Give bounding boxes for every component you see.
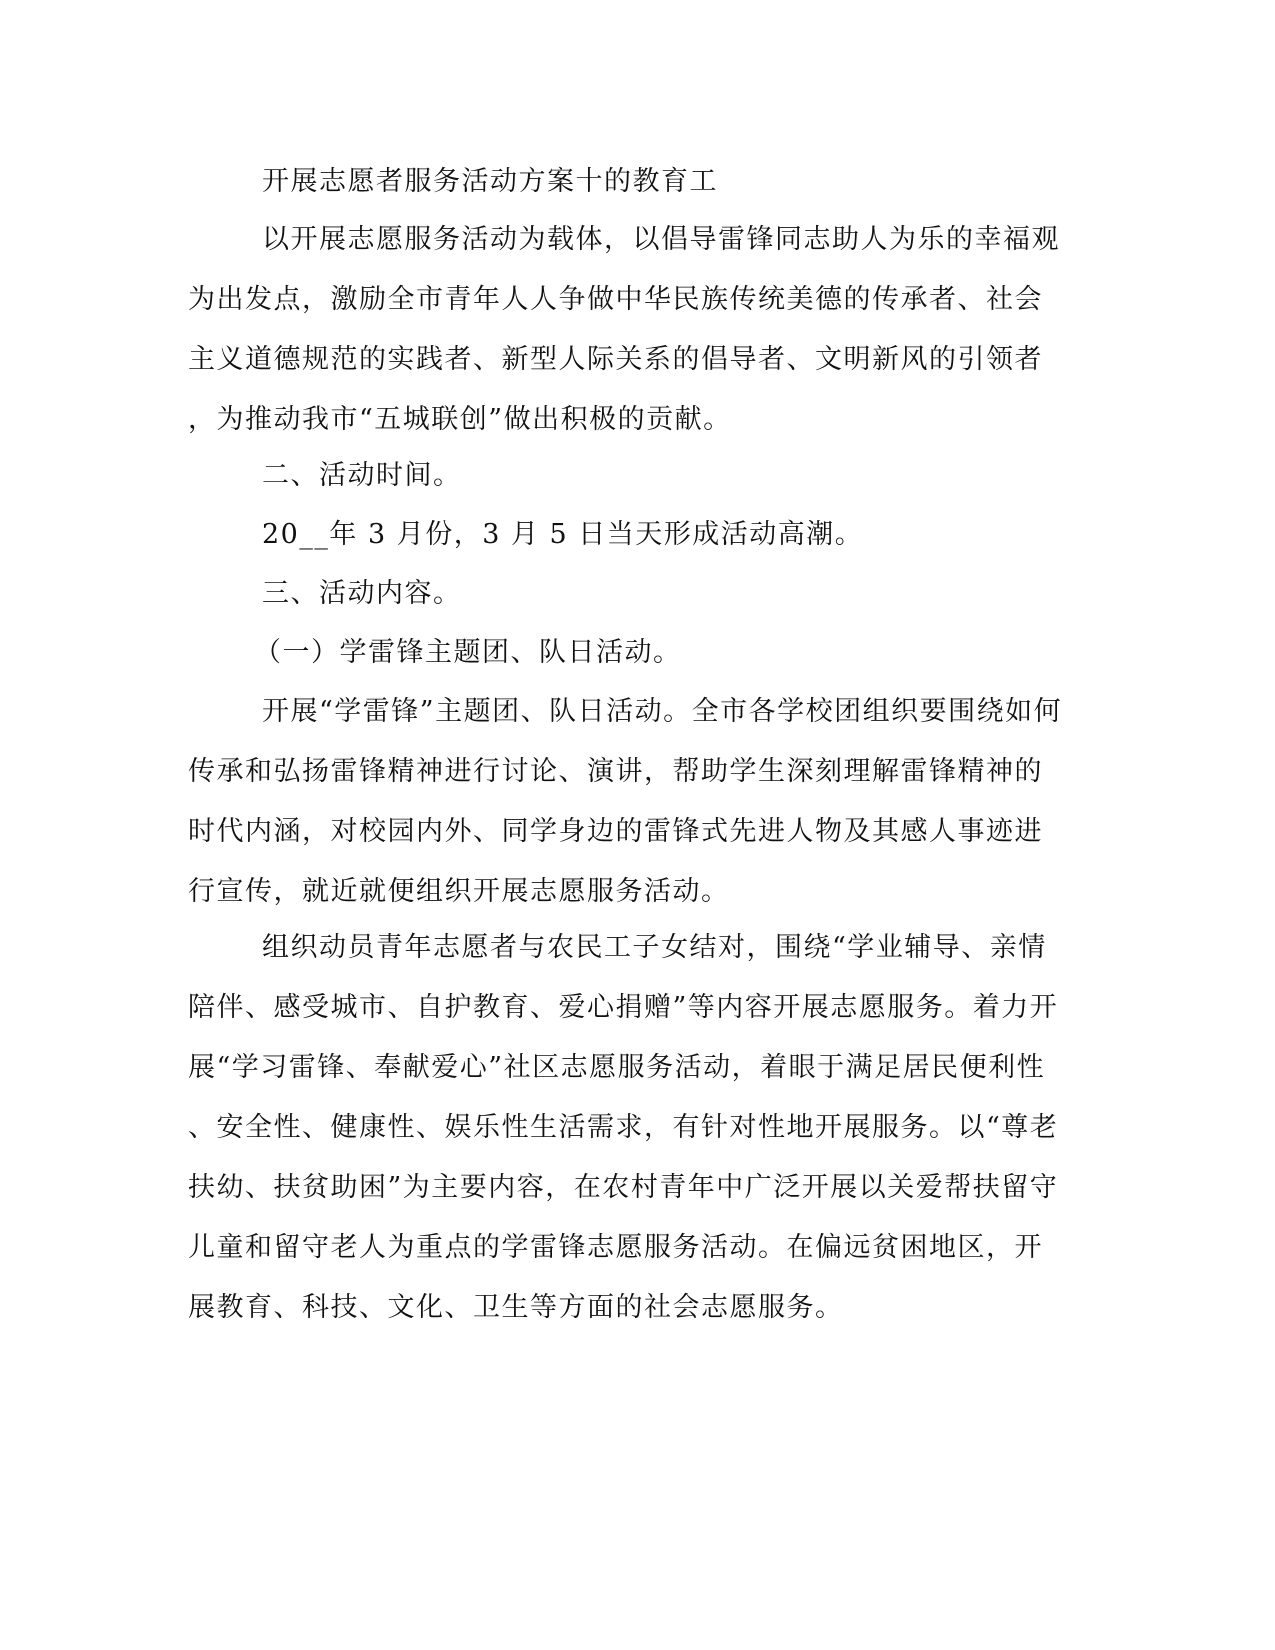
intro-line: ，为推动我市“五城联创”做出积极的贡献。 — [188, 404, 732, 435]
sub1-body-line: 行宣传，就近就便组织开展志愿服务活动。 — [188, 876, 730, 907]
volunteer-line: 陪伴、感受城市、自护教育、爱心捐赠”等内容开展志愿服务。着力开 — [188, 992, 1059, 1023]
section2-heading-paragraph — [188, 446, 1068, 506]
volunteer-line: 展“学习雷锋、奉献爱心”社区志愿服务活动，着眼于满足居民便利性 — [188, 1052, 1046, 1083]
intro-line: 主义道德规范的实践者、新型人际关系的倡导者、文明新风的引领者 — [188, 344, 1043, 375]
section3-heading: 三、活动内容。 — [262, 578, 462, 609]
volunteer-line: 儿童和留守老人为重点的学雷锋志愿服务活动。在偏远贫困地区，开 — [188, 1232, 1043, 1263]
sub1-heading: （一）学雷锋主题团、队日活动。 — [254, 637, 682, 668]
sub1-body-line: 传承和弘扬雷锋精神进行讨论、演讲，帮助学生深刻理解雷锋精神的 — [188, 756, 1043, 787]
sub1-body-line: 开展“学雷锋”主题团、队日活动。全市各学校团组织要围绕如何 — [262, 696, 1063, 727]
document-title-paragraph — [188, 152, 1068, 212]
sub1-heading-paragraph — [188, 623, 1068, 683]
sub1-body-paragraph — [188, 682, 1068, 922]
section2-body: 20__年 3 月份，3 月 5 日当天形成活动高潮。 — [262, 519, 864, 550]
intro-line: 为出发点，激励全市青年人人争做中华民族传统美德的传承者、社会 — [188, 284, 1043, 315]
volunteer-paragraph — [188, 918, 1068, 1338]
volunteer-line: 、安全性、健康性、娱乐性生活需求，有针对性地开展服务。以“尊老 — [188, 1112, 1059, 1143]
volunteer-line: 展教育、科技、文化、卫生等方面的社会志愿服务。 — [188, 1292, 844, 1323]
section2-body-paragraph — [188, 505, 1068, 565]
section2-heading: 二、活动时间。 — [262, 460, 462, 491]
volunteer-line: 扶幼、扶贫助困”为主要内容，在农村青年中广泛开展以关爱帮扶留守 — [188, 1172, 1059, 1203]
volunteer-line: 组织动员青年志愿者与农民工子女结对，围绕“学业辅导、亲情 — [262, 932, 1047, 963]
intro-paragraph — [188, 210, 1068, 450]
sub1-body-line: 时代内涵，对校园内外、同学身边的雷锋式先进人物及其感人事迹进 — [188, 816, 1043, 847]
section3-heading-paragraph — [188, 564, 1068, 624]
document-title: 开展志愿者服务活动方案十的教育工 — [262, 166, 718, 197]
intro-line: 以开展志愿服务活动为载体，以倡导雷锋同志助人为乐的幸福观 — [262, 224, 1060, 255]
